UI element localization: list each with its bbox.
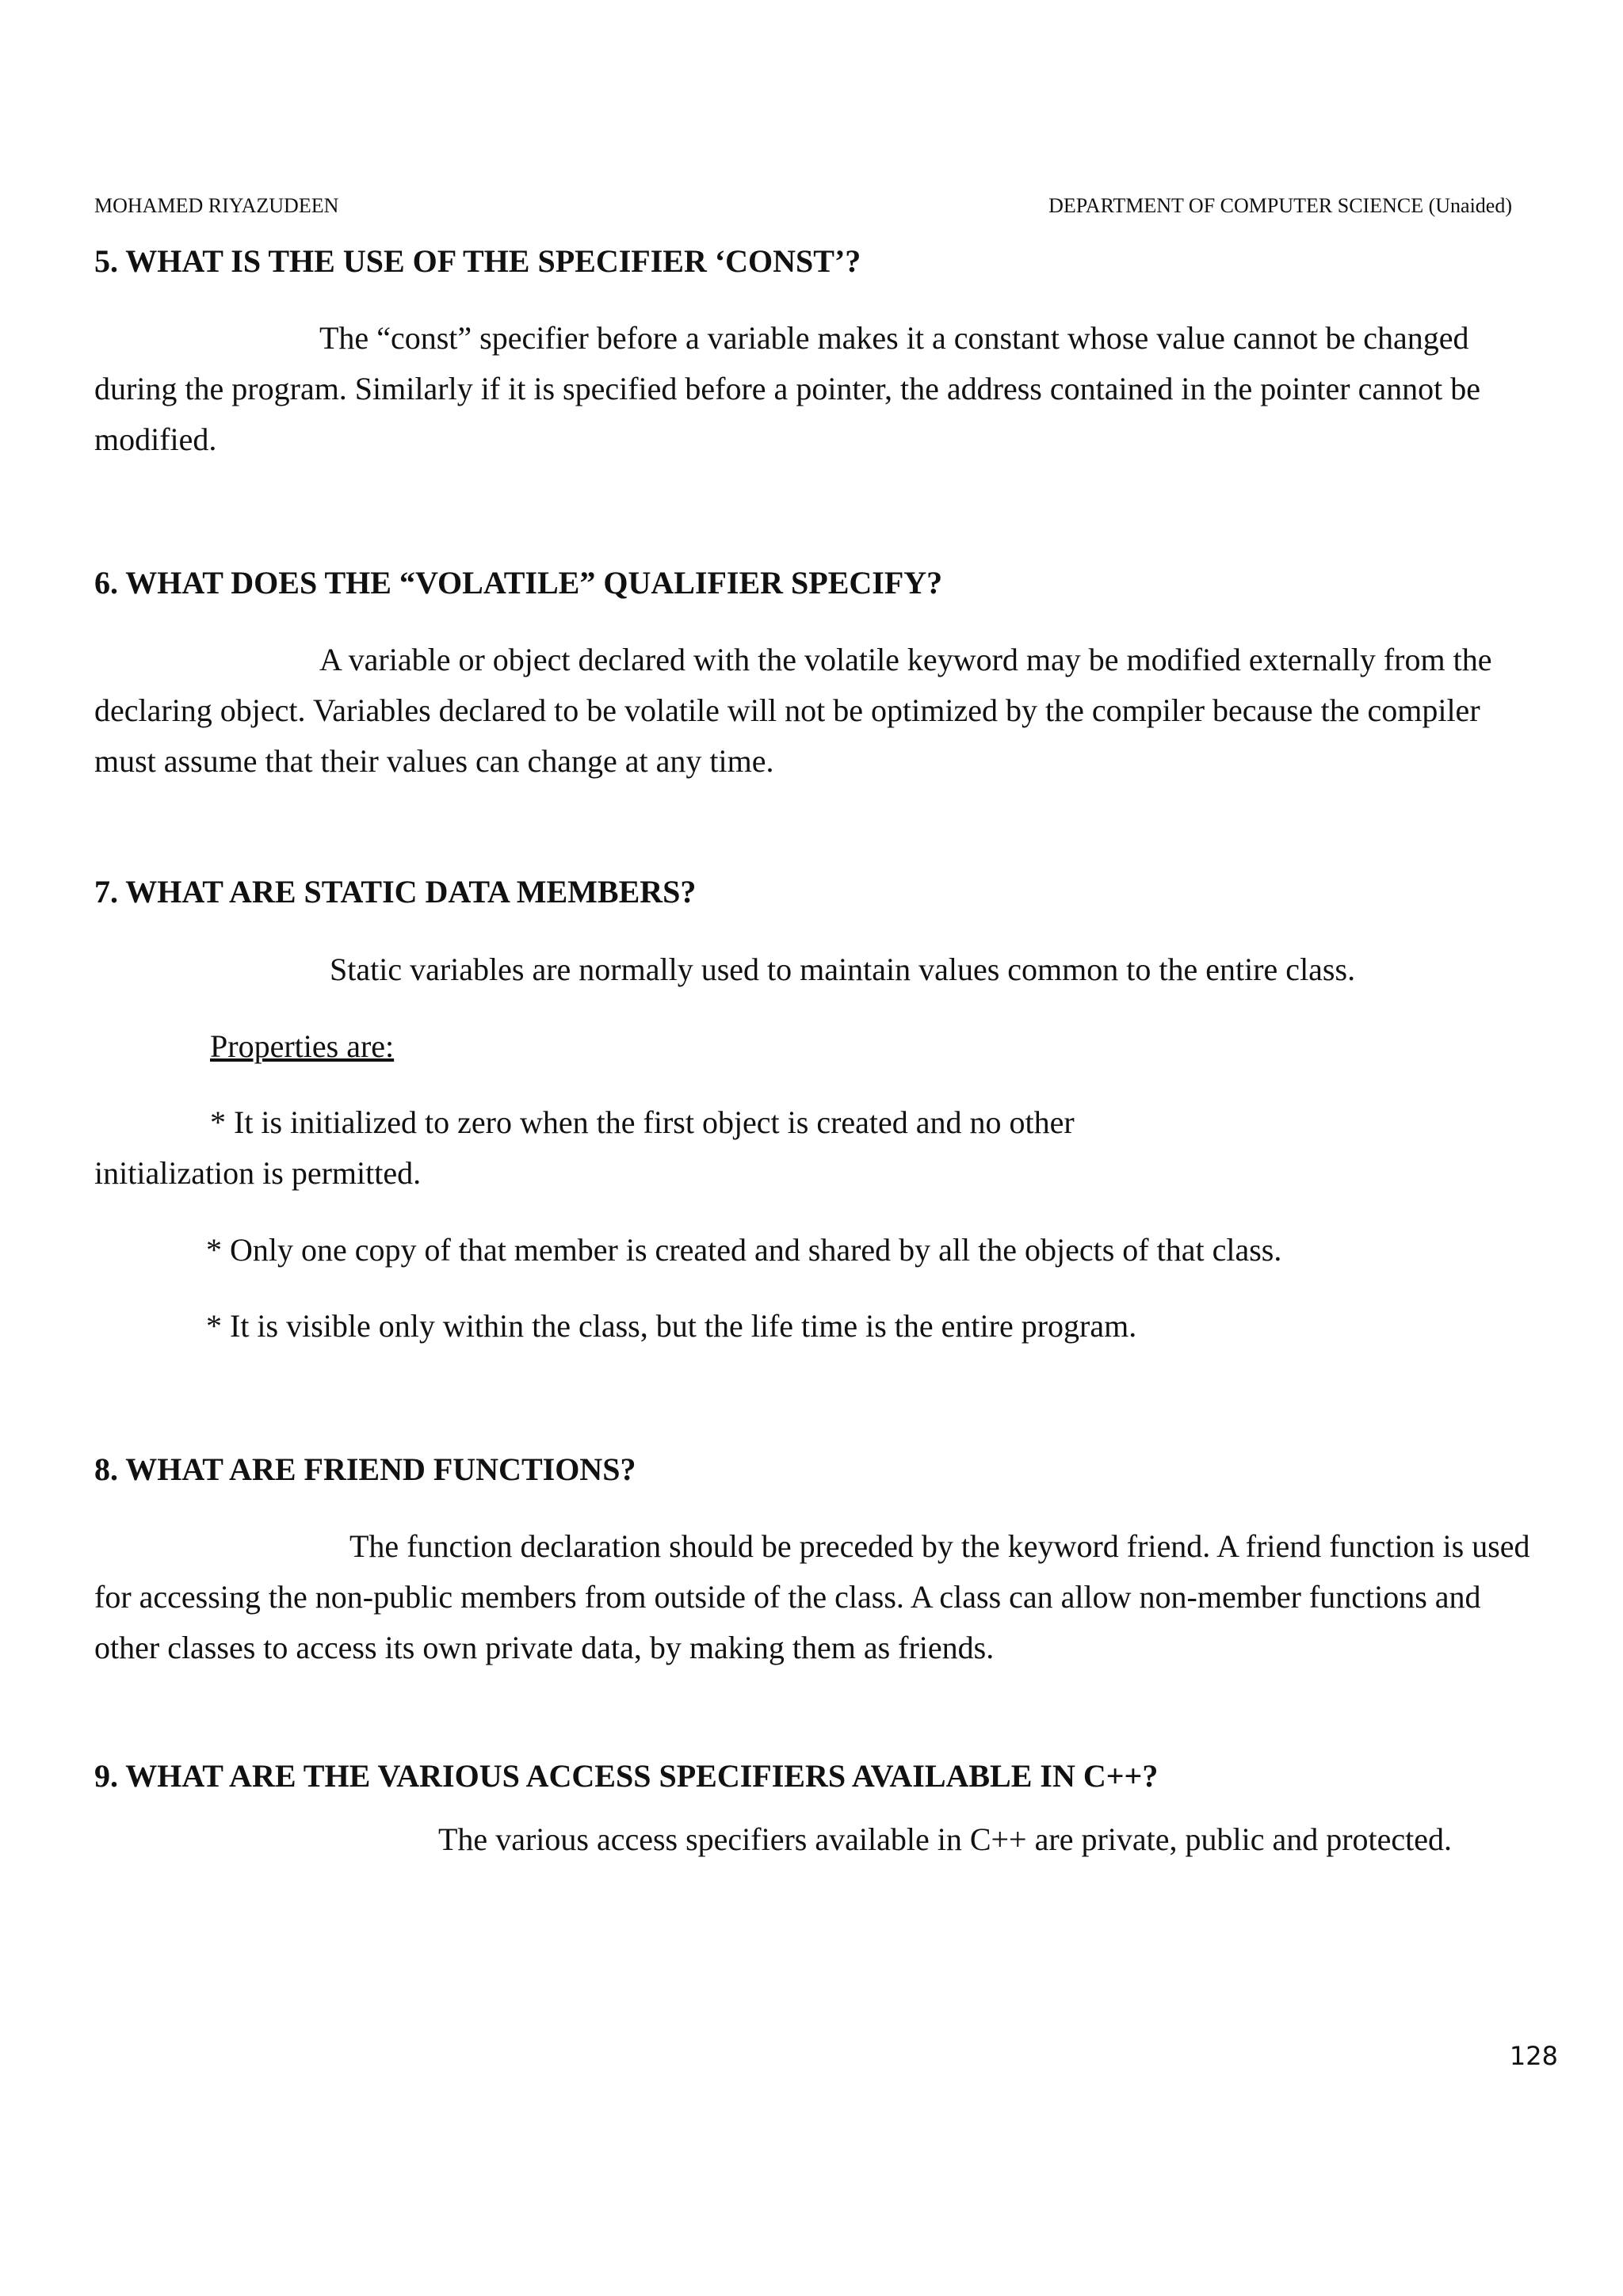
page-number: 128 (1509, 2041, 1558, 2071)
header-left: MOHAMED RIYAZUDEEN (94, 194, 339, 217)
property-1-line-2: initialization is permitted. (94, 1155, 422, 1191)
question-8-line-2: for accessing the non-public members from outside of the class. A class can allow non-member functions and (94, 1579, 1481, 1615)
property-2: * Only one copy of that member is created and shared by all the objects of that class. (206, 1232, 1282, 1268)
question-8-title: 8. WHAT ARE FRIEND FUNCTIONS? (94, 1451, 636, 1487)
question-5-title: 5. WHAT IS THE USE OF THE SPECIFIER ‘CONST’? (94, 243, 861, 279)
question-8-line-1: The function declaration should be preceded by the keyword friend. A friend function is used (349, 1528, 1530, 1564)
question-6-line-3: must assume that their values can change at any time. (94, 743, 774, 779)
question-5-line-3: modified. (94, 421, 217, 457)
question-6-line-2: declaring object. Variables declared to be volatile will not be optimized by the compiler because the compiler (94, 692, 1480, 728)
question-9-title: 9. WHAT ARE THE VARIOUS ACCESS SPECIFIERS AVAILABLE IN C++? (94, 1758, 1159, 1794)
question-6-line-1: A variable or object declared with the volatile keyword may be modified externally from the (319, 642, 1492, 677)
header-right: DEPARTMENT OF COMPUTER SCIENCE (Unaided) (1048, 194, 1512, 217)
question-7-intro: Static variables are normally used to maintain values common to the entire class. (330, 952, 1356, 987)
properties-label: Properties are: (210, 1028, 395, 1064)
question-8-line-3: other classes to access its own private data, by making them as friends. (94, 1630, 995, 1665)
question-7-title: 7. WHAT ARE STATIC DATA MEMBERS? (94, 874, 697, 910)
question-6-title: 6. WHAT DOES THE “VOLATILE” QUALIFIER SPECIFY? (94, 565, 943, 601)
question-5-line-2: during the program. Similarly if it is specified before a pointer, the address contained in the pointer cannot be (94, 371, 1480, 406)
property-3: * It is visible only within the class, but the life time is the entire program. (206, 1308, 1137, 1344)
property-1-line-1: * It is initialized to zero when the first object is created and no other (210, 1104, 1075, 1140)
question-5-line-1: The “const” specifier before a variable makes it a constant whose value cannot be changed (319, 320, 1469, 356)
question-9-line: The various access specifiers available in C++ are private, public and protected. (438, 1821, 1453, 1857)
